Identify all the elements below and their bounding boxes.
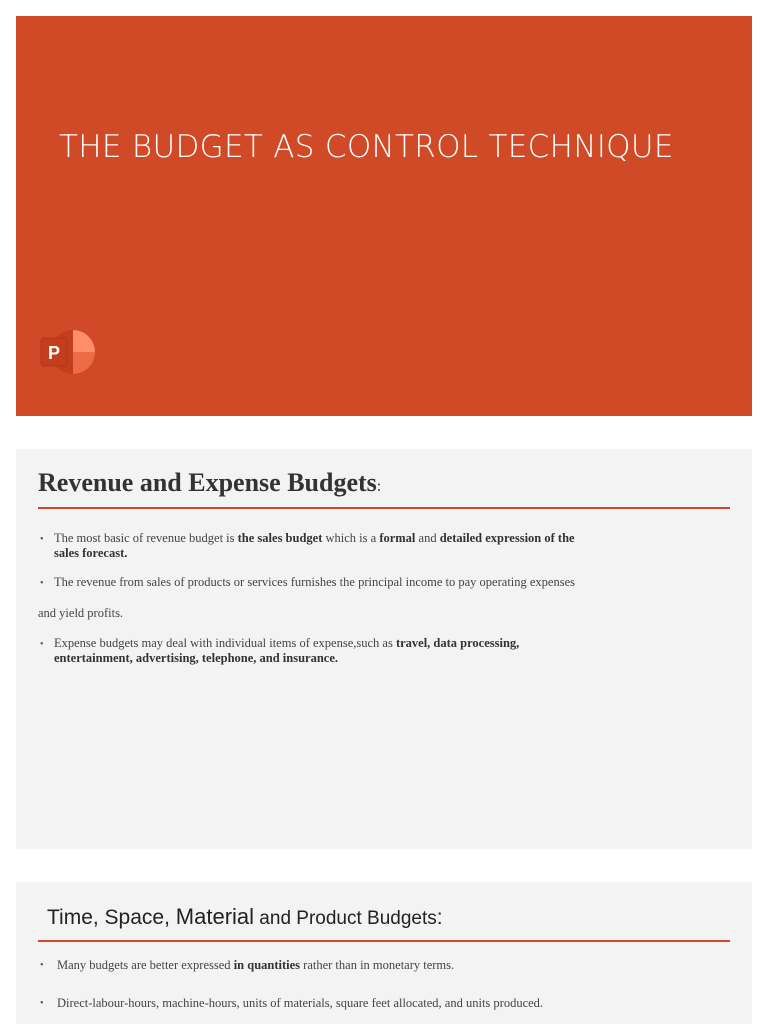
bullet-icon: • (40, 578, 44, 589)
heading-text: Material (175, 904, 255, 929)
list-item: The revenue from sales of products or services furnishes the principal income to pay operating expenses (54, 575, 576, 589)
bold-run: detailed expression of the (439, 531, 575, 545)
heading-colon: : (436, 906, 443, 929)
list-item (54, 636, 714, 666)
bold-run: formal (379, 531, 416, 545)
heading-text: Time, Space, (47, 906, 176, 929)
bullet-icon: • (40, 639, 44, 650)
heading-text: Revenue and Expense Budgets (38, 468, 377, 497)
bold-run: in quantities (233, 958, 301, 972)
text-run: which is a (322, 531, 380, 545)
list-item: Direct-labour-hours, machine-hours, units of materials, square feet allocated, and units produced. (57, 996, 544, 1010)
text-run: The most basic of revenue budget is (54, 531, 238, 545)
list-item-continuation: and yield profits. (38, 606, 124, 620)
text-run: Many budgets are better expressed (57, 958, 234, 972)
slide-heading (47, 904, 443, 930)
heading-divider (38, 507, 730, 509)
bold-run: sales forecast. (54, 546, 128, 560)
bullet-icon: • (40, 998, 44, 1009)
heading-text: and Product Budgets (254, 908, 437, 929)
slide-title: THE BUDGET AS CONTROL TECHNIQUE (59, 129, 674, 165)
bold-run: travel, data processing, (395, 636, 520, 650)
list-item (57, 958, 454, 973)
bullet-icon: • (40, 534, 44, 545)
powerpoint-letter: P (47, 343, 61, 363)
text-run: and (415, 531, 440, 545)
physical-budgets-slide (16, 882, 752, 1024)
heading-colon: : (376, 478, 382, 495)
bold-run: the sales budget (237, 531, 323, 545)
revenue-expense-slide (16, 449, 752, 849)
powerpoint-icon (39, 328, 95, 376)
bold-run: entertainment, advertising, telephone, and insurance. (54, 651, 339, 665)
text-run: Expense budgets may deal with individual items of expense,such as (54, 636, 396, 650)
bullet-icon: • (40, 960, 44, 971)
slide-heading (38, 468, 381, 498)
text-run: rather than in monetary terms. (300, 958, 455, 972)
heading-divider (38, 940, 730, 942)
title-slide (16, 16, 752, 416)
list-item (54, 531, 694, 561)
